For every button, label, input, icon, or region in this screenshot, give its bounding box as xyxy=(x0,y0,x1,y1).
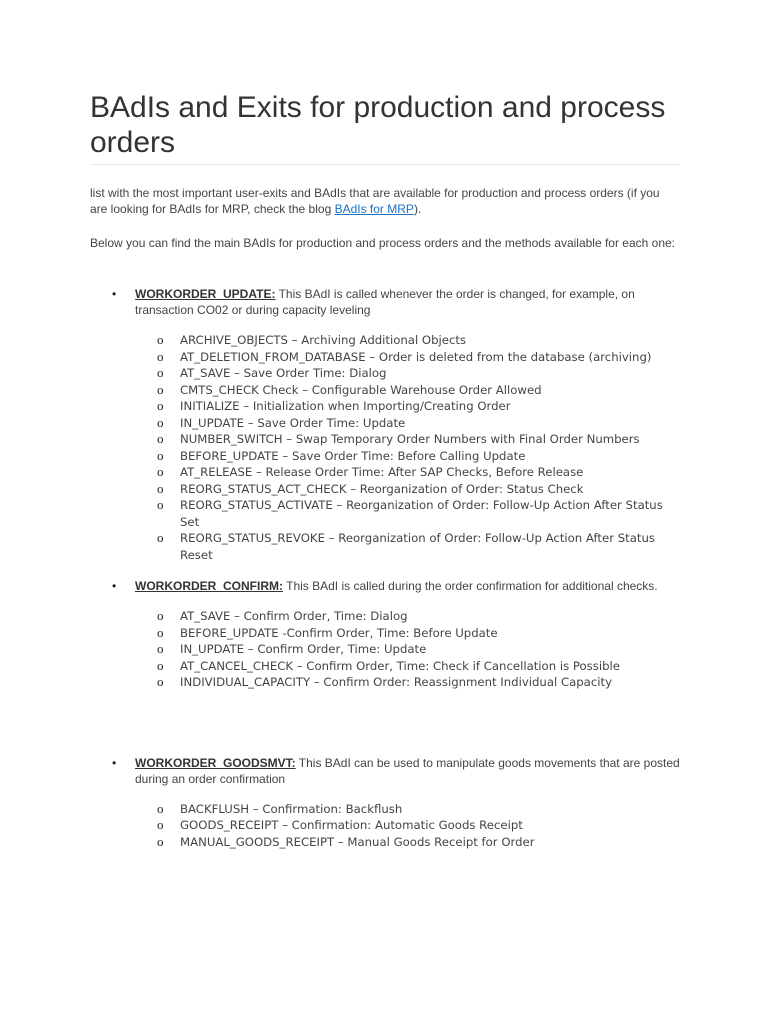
page-title: BAdIs and Exits for production and process orders xyxy=(90,90,680,165)
sub-bullet-icon: o xyxy=(157,800,164,816)
method-item xyxy=(135,415,680,432)
sub-bullet-icon: o xyxy=(157,657,164,673)
badi-list xyxy=(90,286,680,563)
method-item xyxy=(135,834,680,851)
intro-paragraph xyxy=(90,185,680,217)
badi-item-workorder-confirm xyxy=(90,578,680,691)
sub-bullet-icon: o xyxy=(157,447,164,463)
badis-for-mrp-link[interactable]: BAdIs for MRP xyxy=(334,202,414,216)
badi-list xyxy=(90,755,680,851)
method-item xyxy=(135,464,680,481)
bullet-icon: • xyxy=(112,755,117,770)
badi-name: WORKORDER_CONFIRM: xyxy=(135,579,283,593)
method-item xyxy=(135,382,680,399)
method-item xyxy=(135,398,680,415)
badi-name: WORKORDER_GOODSMVT: xyxy=(135,755,296,770)
bullet-icon: • xyxy=(112,287,117,301)
method-text: ARCHIVE_OBJECTS – Archiving Additional Objects xyxy=(180,333,467,347)
method-text: AT_SAVE – Save Order Time: Dialog xyxy=(180,366,387,380)
method-text: INDIVIDUAL_CAPACITY – Confirm Order: Reassignment Individual Capacity xyxy=(180,675,613,689)
method-item xyxy=(135,817,680,834)
sub-bullet-icon: o xyxy=(157,674,164,689)
method-text: BEFORE_UPDATE -Confirm Order, Time: Before Update xyxy=(180,625,498,640)
method-item xyxy=(135,431,680,448)
document-page xyxy=(90,90,680,850)
method-text: REORG_STATUS_ACT_CHECK – Reorganization of Order: Status Check xyxy=(180,481,584,496)
method-text: BACKFLUSH – Confirmation: Backflush xyxy=(180,801,403,816)
sub-bullet-icon: o xyxy=(157,480,164,496)
sub-bullet-icon: o xyxy=(157,398,164,413)
method-item xyxy=(135,658,680,675)
method-list xyxy=(135,332,680,563)
sub-bullet-icon: o xyxy=(157,431,164,446)
method-text: IN_UPDATE – Confirm Order, Time: Update xyxy=(180,642,427,656)
method-item xyxy=(135,625,680,642)
method-item xyxy=(135,365,680,382)
method-item xyxy=(135,608,680,625)
method-list xyxy=(135,608,680,691)
method-text: MANUAL_GOODS_RECEIPT – Manual Goods Receipt for Order xyxy=(180,834,535,849)
sub-bullet-icon: o xyxy=(157,817,164,832)
method-item xyxy=(135,641,680,658)
intro-text-end: ). xyxy=(413,202,422,216)
badi-item-workorder-goodsmvt xyxy=(90,755,680,851)
method-item xyxy=(135,481,680,498)
intro-text: list with the most important user-exits and BAdIs that are available for production and process orders (if you are looking for BAdIs for MRP, check the blog xyxy=(90,186,660,216)
badi-item-workorder-update xyxy=(90,286,680,563)
sub-bullet-icon: o xyxy=(157,497,164,512)
sub-bullet-icon: o xyxy=(157,833,164,849)
method-text: GOODS_RECEIPT – Confirmation: Automatic Goods Receipt xyxy=(180,818,523,832)
badi-description: This BAdI is called during the order confirmation for additional checks. xyxy=(283,579,658,593)
sub-bullet-icon: o xyxy=(157,624,164,640)
method-item xyxy=(135,349,680,366)
method-text: NUMBER_SWITCH – Swap Temporary Order Numbers with Final Order Numbers xyxy=(180,432,640,446)
method-text: AT_RELEASE – Release Order Time: After SAP Checks, Before Release xyxy=(180,465,584,479)
sub-bullet-icon: o xyxy=(157,464,164,479)
method-item xyxy=(135,801,680,818)
sub-bullet-icon: o xyxy=(157,332,164,347)
sub-bullet-icon: o xyxy=(157,608,164,623)
bullet-icon: • xyxy=(112,579,117,593)
method-text: REORG_STATUS_ACTIVATE – Reorganization of Order: Follow-Up Action After Status Set xyxy=(180,498,663,529)
badi-description: This BAdI can be used to manipulate goods movements that are posted during an order confirmation xyxy=(135,755,680,786)
method-text: BEFORE_UPDATE – Save Order Time: Before Calling Update xyxy=(180,448,526,463)
intro-paragraph-2: Below you can find the main BAdIs for production and process orders and the methods available for each one: xyxy=(90,236,676,250)
method-text: REORG_STATUS_REVOKE – Reorganization of Order: Follow-Up Action After Status Reset xyxy=(180,531,655,562)
sub-bullet-icon: o xyxy=(157,348,164,364)
sub-bullet-icon: o xyxy=(157,414,164,430)
method-list xyxy=(135,801,680,851)
method-item xyxy=(135,530,680,563)
badi-description: This BAdI is called whenever the order is changed, for example, on transaction CO02 or during capacity leveling xyxy=(135,287,635,317)
method-text: AT_CANCEL_CHECK – Confirm Order, Time: Check if Cancellation is Possible xyxy=(180,658,620,673)
sub-bullet-icon: o xyxy=(157,365,164,380)
method-item xyxy=(135,497,680,530)
sub-bullet-icon: o xyxy=(157,381,164,397)
badi-list xyxy=(90,578,680,691)
method-item xyxy=(135,332,680,349)
badi-name: WORKORDER_UPDATE: xyxy=(135,287,276,301)
method-text: AT_SAVE – Confirm Order, Time: Dialog xyxy=(180,609,408,623)
method-item xyxy=(135,448,680,465)
sub-bullet-icon: o xyxy=(157,641,164,656)
method-text: IN_UPDATE – Save Order Time: Update xyxy=(180,415,406,430)
method-item xyxy=(135,674,680,691)
method-text: CMTS_CHECK Check – Configurable Warehouse Order Allowed xyxy=(180,382,542,397)
sub-bullet-icon: o xyxy=(157,530,164,545)
method-text: INITIALIZE – Initialization when Importing/Creating Order xyxy=(180,399,511,413)
method-text: AT_DELETION_FROM_DATABASE – Order is deleted from the database (archiving) xyxy=(180,349,652,364)
